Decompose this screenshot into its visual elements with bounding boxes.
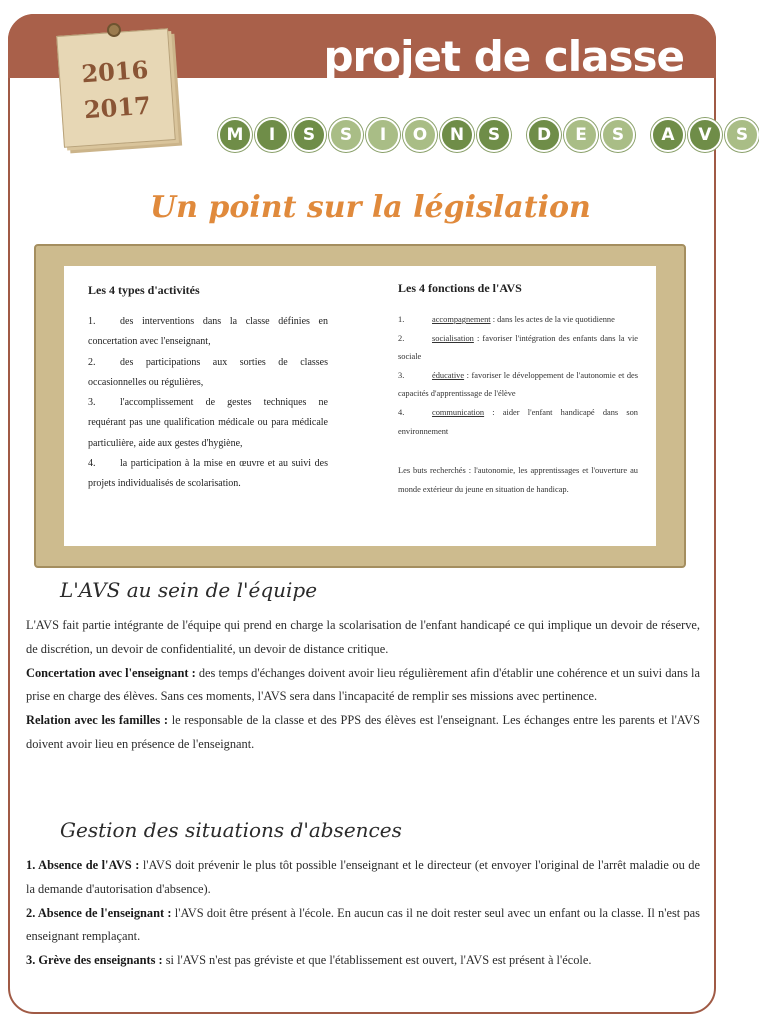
missions-letter: V (688, 118, 722, 152)
activities-list (88, 312, 328, 495)
missions-letter: S (477, 118, 511, 152)
missions-letter: S (601, 118, 635, 152)
absences-section-body (26, 854, 700, 973)
list-item: 2. socialisation : favoriser l'intégration des enfants dans la vie sociale (398, 333, 638, 362)
activities-title: Les 4 types d'activités (88, 283, 200, 297)
list-item: 4. la participation à la mise en œuvre et au suivi des projets individualisés de scolarisation. (88, 458, 328, 490)
list-item: 3. éducative : favoriser le développement de l'autonomie et des capacités d'apprentissage de l'élève (398, 370, 638, 399)
goals-text: Les buts recherchés : l'autonomie, les apprentissages et l'ouverture au monde extérieur du jeune en situation de handicap. (398, 466, 638, 494)
year-card (56, 28, 176, 148)
team-section-body (26, 614, 700, 757)
year-start: 2016 (80, 54, 150, 89)
paragraph: Concertation avec l'enseignant : des temps d'échanges doivent avoir lieu régulièrement afin d'établir une cohérence et un suivi dans la prise en charge des élèves. Sans ces moments, l'AVS sera dans l'incapacité de remplir ses missions avec pertinence. (26, 665, 700, 704)
missions-letter: M (218, 118, 252, 152)
paragraph: 2. Absence de l'enseignant : l'AVS doit être présent à l'école. En aucun cas il ne doit rester seul avec un enfant ou la classe. Il n'est pas enseignant remplaçant. (26, 905, 700, 944)
missions-letter: I (366, 118, 400, 152)
page-title: projet de classe (323, 32, 684, 81)
paragraph: 3. Grève des enseignants : si l'AVS n'est pas gréviste et que l'établissement est ouvert, l'AVS est présent à l'école. (26, 953, 592, 968)
list-item: 1. des interventions dans la classe définies en concertation avec l'enseignant, (88, 316, 328, 348)
list-item: 3. l'accomplissement de gestes techniques ne requérant pas une qualification médicale ou para médicale particulière, aide aux gestes d'hygiène, (88, 397, 328, 449)
list-item: 1. accompagnement : dans les actes de la vie quotidienne (398, 315, 615, 324)
missions-letter: O (403, 118, 437, 152)
year-end: 2017 (83, 90, 152, 125)
missions-letter: S (329, 118, 363, 152)
legislation-title: Un point sur la législation (150, 190, 591, 225)
list-item: 4. communication : aider l'enfant handicapé dans son environnement (398, 407, 638, 436)
missions-letter: E (564, 118, 598, 152)
missions-letter: S (725, 118, 759, 152)
team-section-title: L'AVS au sein de l'équipe (60, 578, 318, 602)
missions-banner (218, 118, 759, 154)
paragraph: Relation avec les familles : le responsable de la classe et des PPS des élèves est l'enseignant. Les échanges entre les parents et l'AVS doivent avoir lieu en présence de l'enseignant. (26, 713, 700, 751)
missions-letter: S (292, 118, 326, 152)
absences-section-title: Gestion des situations d'absences (60, 818, 402, 842)
team-intro: L'AVS fait partie intégrante de l'équipe qui prend en charge la scolarisation de l'enfant handicapé ce qui implique un devoir de réserve, de discrétion, un devoir de confidentialité, un devoir de distance critique. (26, 618, 700, 656)
missions-letter: A (651, 118, 685, 152)
missions-letter: D (527, 118, 561, 152)
functions-title: Les 4 fonctions de l'AVS (398, 281, 522, 295)
list-item: 2. des participations aux sorties de classes occasionnelles ou régulières, (88, 356, 328, 388)
paragraph: 1. Absence de l'AVS : l'AVS doit prévenir le plus tôt possible l'enseignant et le directeur (et envoyer l'original de l'arrêt maladie ou de la demande d'autorisation d'absence). (26, 858, 700, 896)
functions-list (398, 311, 638, 499)
pin-icon (106, 23, 121, 38)
missions-letter: N (440, 118, 474, 152)
missions-letter: I (255, 118, 289, 152)
